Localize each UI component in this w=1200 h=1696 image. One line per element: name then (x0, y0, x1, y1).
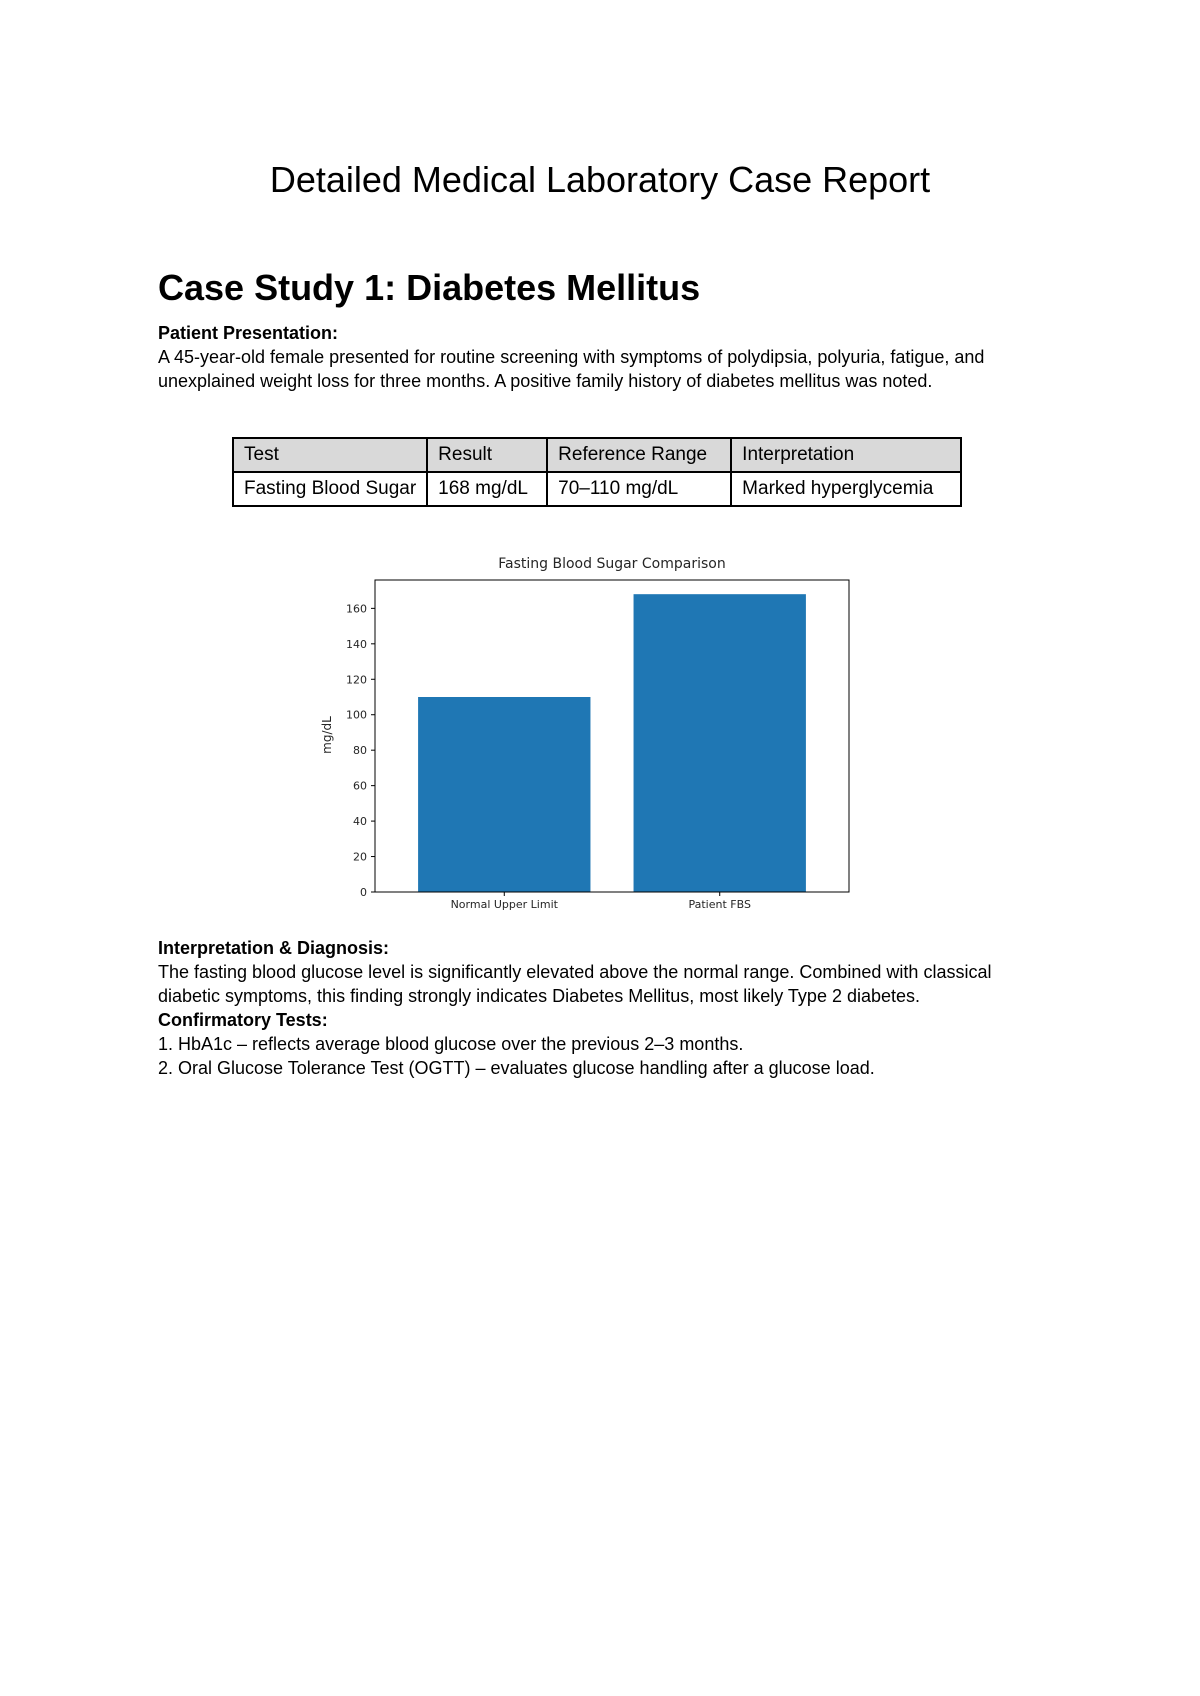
confirmatory-test-item: 1. HbA1c – reflects average blood glucose over the previous 2–3 months. (158, 1034, 744, 1054)
table-header-test: Test (233, 438, 427, 472)
y-tick-label: 100 (346, 708, 367, 722)
table-cell-interpretation: Marked hyperglycemia (731, 472, 961, 506)
y-tick-label: 120 (346, 673, 367, 687)
chart-y-axis-label: mg/dL (320, 716, 334, 754)
y-tick-label: 60 (353, 779, 367, 793)
fasting-blood-sugar-chart (300, 550, 860, 920)
table-header-row (233, 438, 961, 472)
page-title: Detailed Medical Laboratory Case Report (269, 159, 931, 200)
x-tick-label: Patient FBS (688, 898, 751, 911)
lab-results-table (232, 437, 962, 507)
confirmatory-tests-label: Confirmatory Tests: (158, 1010, 328, 1030)
interpretation-diagnosis-text: The fasting blood glucose level is significantly elevated above the normal range. Combined with classical diabetic symptoms, this finding strongly indicates Diabetes Mellitus, most likely Type 2 diabetes. (158, 962, 992, 1006)
y-tick-label: 80 (353, 744, 367, 758)
y-tick-label: 140 (346, 637, 367, 651)
y-tick-label: 20 (353, 850, 367, 864)
y-tick-label: 160 (346, 602, 367, 616)
table-header-result: Result (427, 438, 547, 472)
table-header-reference-range: Reference Range (547, 438, 731, 472)
chart-bar (634, 594, 806, 892)
case-study-heading: Case Study 1: Diabetes Mellitus (158, 267, 701, 308)
table-header-interpretation: Interpretation (731, 438, 961, 472)
x-tick-label: Normal Upper Limit (450, 898, 558, 911)
patient-presentation-label: Patient Presentation: (158, 323, 339, 343)
table-cell-result: 168 mg/dL (427, 472, 547, 506)
interpretation-diagnosis-label: Interpretation & Diagnosis: (158, 938, 390, 958)
patient-presentation-text: A 45-year-old female presented for routine screening with symptoms of polydipsia, polyuria, fatigue, and unexplained weight loss for three months. A positive family history of diabetes mellitus was noted. (158, 347, 985, 391)
y-tick-label: 0 (360, 886, 367, 899)
table-cell-reference-range: 70–110 mg/dL (547, 472, 731, 506)
diagnosis-section (158, 936, 1058, 1080)
confirmatory-test-item: 2. Oral Glucose Tolerance Test (OGTT) – evaluates glucose handling after a glucose load. (158, 1058, 875, 1078)
table-cell-test: Fasting Blood Sugar (233, 472, 427, 506)
table-row (233, 472, 961, 506)
patient-presentation-section (158, 321, 1058, 393)
chart-bar (418, 697, 590, 892)
chart-title: Fasting Blood Sugar Comparison (498, 556, 726, 572)
y-tick-label: 40 (353, 815, 367, 829)
